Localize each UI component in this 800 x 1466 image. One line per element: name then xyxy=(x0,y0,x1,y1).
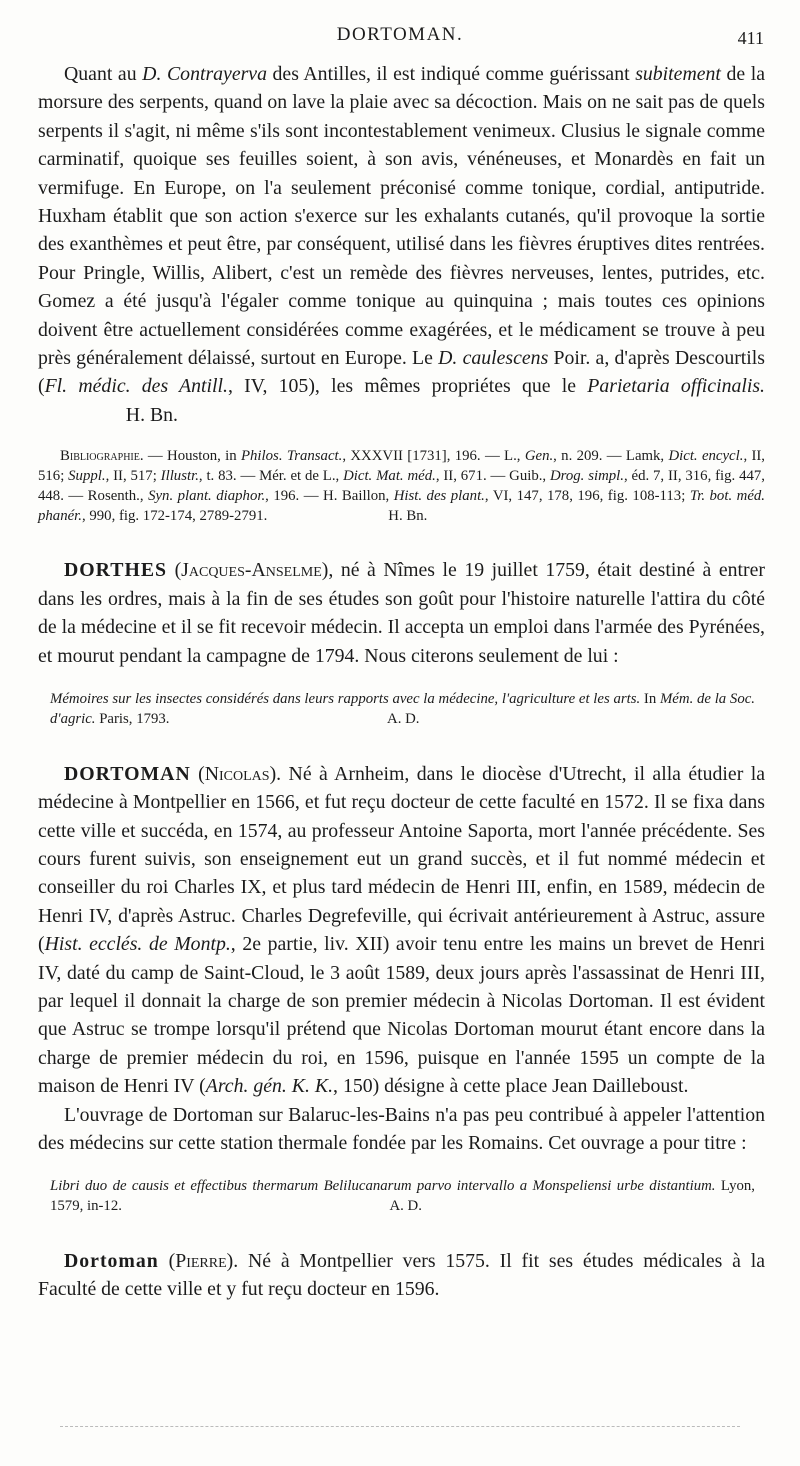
headword: Dortoman xyxy=(64,1249,159,1272)
page-header xyxy=(0,24,800,54)
signature: A. D. xyxy=(389,1198,422,1215)
headword: DORTHES xyxy=(64,559,168,582)
reference: Mémoires sur les insectes considérés dans leurs rapports avec la médecine, l'agriculture et les arts. In Mém. de la Soc. d'agric. Paris, 1793. A. D. xyxy=(38,690,765,730)
signature: H. Bn. xyxy=(388,507,428,524)
headword: DORTOMAN xyxy=(64,762,191,785)
signature: A. D. xyxy=(387,710,420,727)
entry-dortoman-pierre: Dortoman (Pierre). Né à Montpellier vers 1575. Il fit ses études médicales à la Faculté de cette ville et y fut reçu docteur en 1596. xyxy=(38,1249,765,1301)
reference: Libri duo de causis et effectibus thermarum Belilucanarum parvo intervallo a Monspeliensi urbe distantium. Lyon, 1579, in-12. A. D. xyxy=(38,1177,765,1217)
page-number: 411 xyxy=(737,28,764,48)
entry-dortoman-nicolas: DORTOMAN (Nicolas). Né à Arnheim, dans le diocèse d'Utrecht, il alla étudier la médecine à Montpellier en 1566, et fut reçu docteur de cette faculté en 1572. Il se fixa dans cette ville et succéda, en 1574, au professeur Antoine Saporta, mort l'année précédente. Ses cours furent suivis, son enseignement eut un grand succès, et il fut nommé médecin et conseiller du roi Charles IX, et plus tard médecin de Henri III, enfin, en 1589, médecin de Henri IV, d'après Astruc. Charles Degrefeville, qui écrivait antérieurement à Astruc, assure (Hist. ecclés. de Montp., 2e partie, liv. XII) avoir tenu entre les mains un brevet de Henri IV, daté du camp de Saint-Cloud, le 3 août 1589, deux jours après l'assassinat de Henri III, par lequel il donnait la charge de son premier médecin à Nicolas Dortoman. Il est évident que Astruc se trompe lorsqu'il prétend que Nicolas Dortoman mourut étant encore dans la charge de premier médecin du roi, en 1596, puisque en l'année 1595 un compte de la maison de Henri IV (Arch. gén. K. K., 150) désigne à cette place Jean Dailleboust. L'ouvrage de Dortoman sur Balaruc-les-Bains n'a pas peu contribué à appeler l'attention des médecins sur cette station thermale fondée par les Romains. Cet ouvrage a pour titre : Libri duo de causis et effectibus thermarum Belilucanarum parvo intervallo a Monspeliensi urbe distantium. Lyon, 1579, in-12. A. D. xyxy=(38,760,765,1217)
paragraph-contrayerva: Quant au D. Contrayerva des Antilles, il est indiqué comme guérissant subitement de la morsure des serpents, quand on lave la plaie avec sa décoction. Mais on ne sait pas de quels serpents il s'agit, ni même s'ils sont incontestablement venimeux. Clusius le signale comme carminatif, quoique ses feuilles soient, à son avis, vénéneuses, et Monardès en fait un vermifuge. En Europe, on l'a seulement préconisé comme tonique, cordial, antiputride. Huxham établit que son action s'exerce sur les exhalants cutanés, qu'il provoque la sortie des exanthèmes et peut être, par conséquent, utilisé dans les fièvres éruptives dites rentrées. Pour Pringle, Willis, Alibert, c'est un remède des fièvres nerveuses, lentes, putrides, etc. Gomez a été jusqu'à l'égaler comme tonique au quinquina ; mais toutes ces opinions doivent être actuellement considérées comme exagérées, et le médicament se trouve à peu près généralement délaissé, surtout en Europe. Le D. caulescens Poir. a, d'après Descourtils (Fl. médic. des Antill., IV, 105), les mêmes propriétes que le Parietaria officinalis.H. Bn. xyxy=(38,60,765,429)
bibliography: Bibliographie. — Houston, in Philos. Transact., XXXVII [1731], 196. — L., Gen., n. 209. — Lamk, Dict. encycl., II, 516; Suppl., II, 517; Illustr., t. 83. — Mér. et de L., Dict. Mat. méd., II, 671. — Guib., Drog. simpl., éd. 7, II, 316, fig. 447, 448. — Rosenth., Syn. plant. diaphor., 196. — H. Baillon, Hist. des plant., VI, 147, 178, 196, fig. 108-113; Tr. bot. méd. phanér., 990, fig. 172-174, 2789-2791. H. Bn. xyxy=(38,447,765,526)
footer-rule xyxy=(60,1426,740,1427)
page-body xyxy=(38,60,765,1304)
bibliography-label: Bibliographie. xyxy=(60,448,144,465)
signature: H. Bn. xyxy=(125,403,178,426)
entry-dorthes: DORTHES (Jacques-Anselme), né à Nîmes le 19 juillet 1759, était destiné à entrer dans les ordres, mais à la fin de ses études son goût pour l'histoire naturelle l'attira du côté de la médecine et il se fit recevoir médecin. Il accepta un emploi dans l'armée des Pyrénées, et mourut pendant la campagne de 1794. Nous citerons seulement de lui : Mémoires sur les insectes considérés dans leurs rapports avec la médecine, l'agriculture et les arts. In Mém. de la Soc. d'agric. Paris, 1793. A. D. xyxy=(38,556,765,729)
running-title: DORTOMAN. xyxy=(336,24,464,45)
